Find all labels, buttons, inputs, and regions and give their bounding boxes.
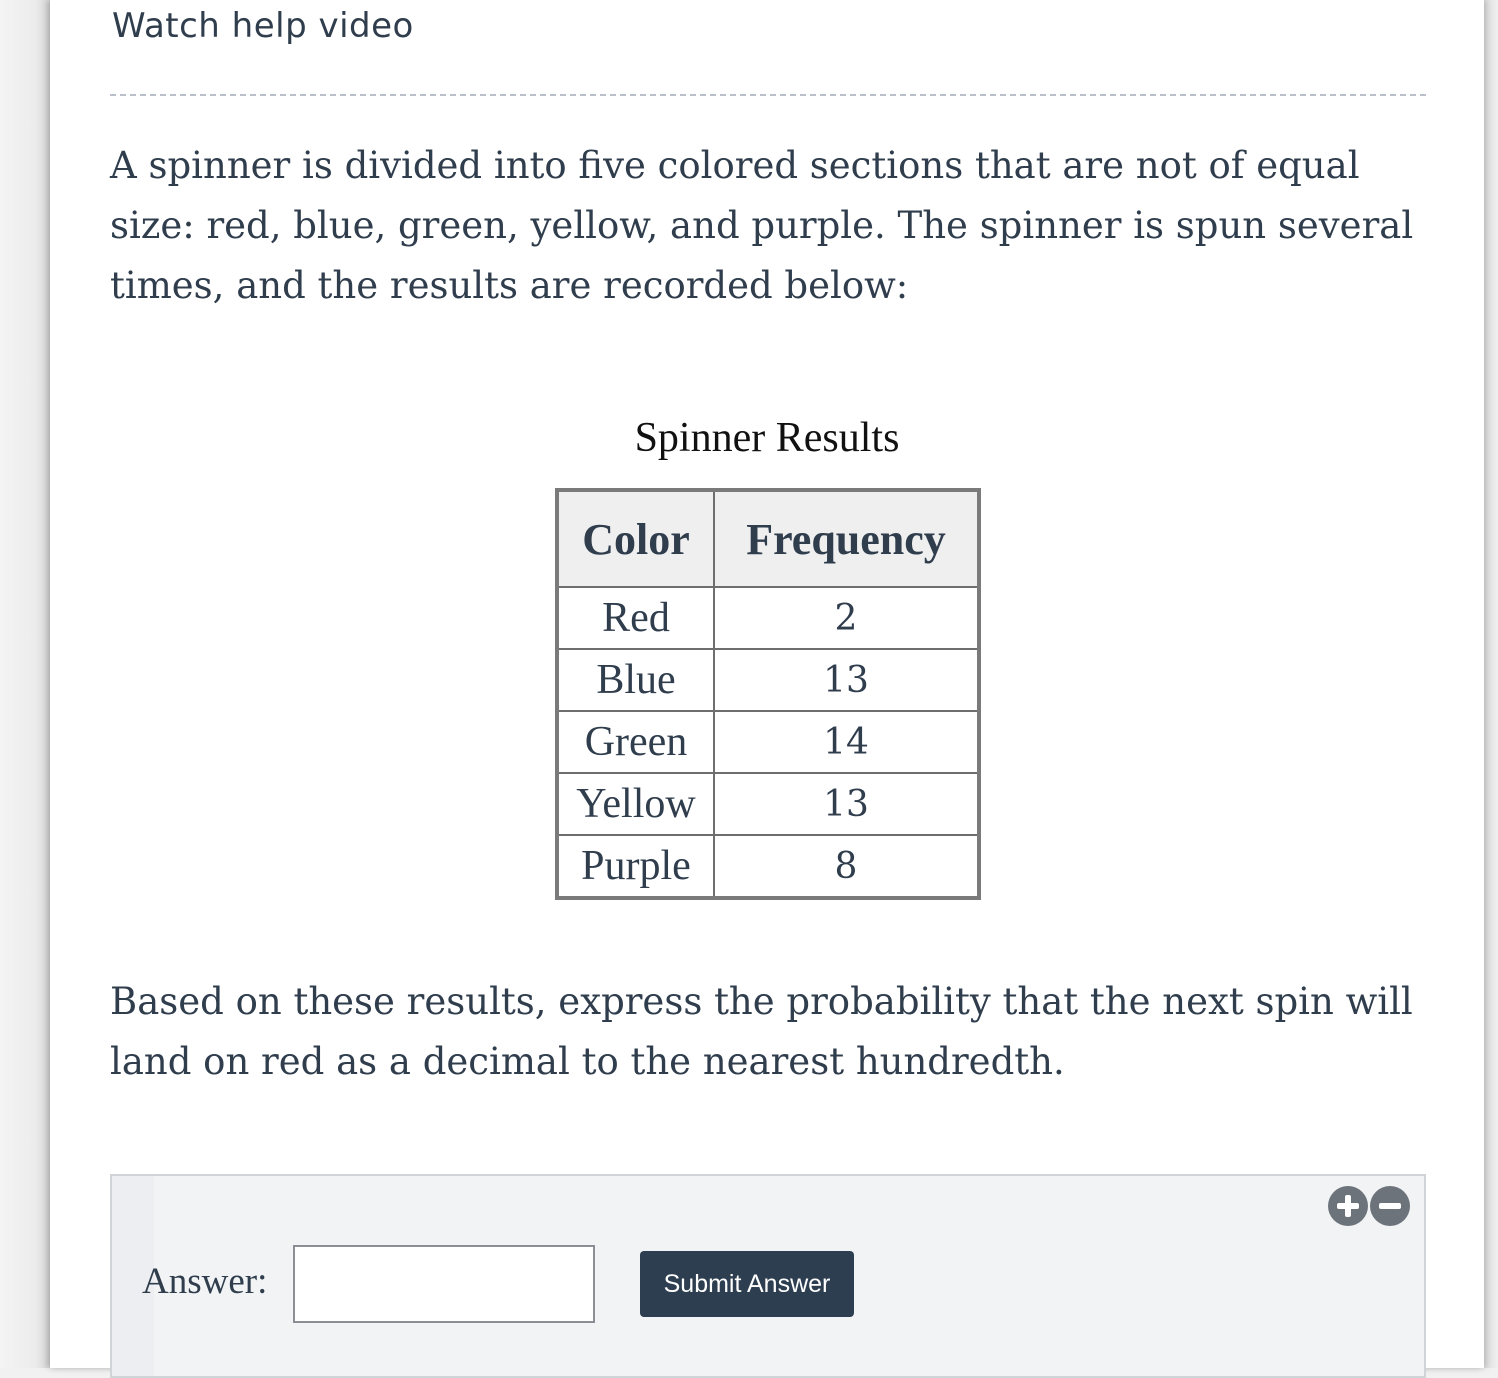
table-row (557, 649, 979, 711)
page-background-right (1484, 0, 1498, 1368)
header-color: Color (557, 490, 714, 587)
table-header-row (557, 490, 979, 587)
table-row (557, 587, 979, 649)
frequency-cell: 13 (714, 773, 979, 835)
frequency-cell: 2 (714, 587, 979, 649)
color-cell: Red (557, 587, 714, 649)
table-row (557, 711, 979, 773)
color-cell: Yellow (557, 773, 714, 835)
table-row (557, 835, 979, 898)
table-title: Spinner Results (634, 415, 900, 461)
answer-panel (110, 1174, 1426, 1378)
color-cell: Green (557, 711, 714, 773)
table-row (557, 773, 979, 835)
watch-help-video-link[interactable]: Watch help video (112, 6, 414, 46)
answer-input[interactable] (293, 1245, 595, 1323)
problem-card (50, 0, 1484, 1368)
frequency-cell: 13 (714, 649, 979, 711)
dashed-divider (110, 94, 1426, 96)
question-prompt: Based on these results, express the probability that the next spin will land on red as a decimal to the nearest hundredth. (110, 980, 1413, 1083)
color-cell: Purple (557, 835, 714, 898)
header-frequency: Frequency (714, 490, 979, 587)
spinner-results-table (555, 488, 981, 900)
color-cell: Blue (557, 649, 714, 711)
submit-answer-button[interactable]: Submit Answer (640, 1251, 854, 1317)
answer-label: Answer: (142, 1261, 268, 1302)
page-background-left (0, 0, 50, 1368)
frequency-cell: 14 (714, 711, 979, 773)
question-intro: A spinner is divided into five colored sections that are not of equal size: red, blue, green, yellow, and purple. The spinner is spun several times, and the results are recorded below: (110, 144, 1414, 307)
frequency-cell: 8 (714, 835, 979, 898)
plus-circle-icon[interactable] (1328, 1186, 1368, 1226)
minus-circle-icon[interactable] (1370, 1186, 1410, 1226)
